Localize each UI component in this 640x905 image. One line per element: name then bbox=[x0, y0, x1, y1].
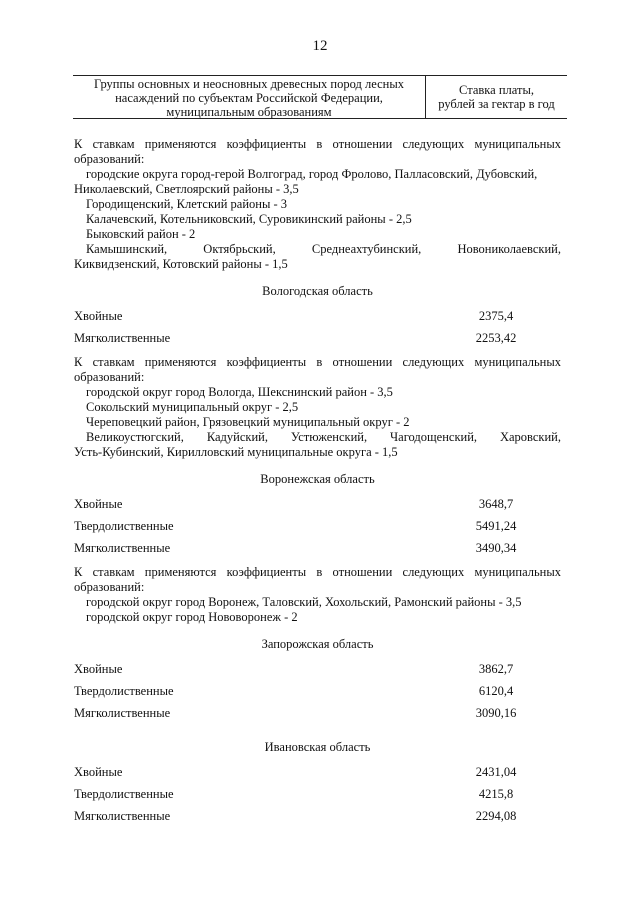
document-body bbox=[74, 137, 561, 831]
table-row bbox=[74, 497, 561, 519]
coef-line: городские округа город-герой Волгоград, город Фролово, Палласовский, Дубовский, bbox=[86, 167, 538, 181]
region-title-zaporozhye: Запорожская область bbox=[261, 637, 374, 651]
coef-line: Усть-Кубинский, Кирилловский муниципальные округа - 1,5 bbox=[74, 445, 398, 459]
coefficients-block-voronezh bbox=[74, 565, 561, 625]
table-row bbox=[74, 309, 561, 331]
table-row bbox=[74, 541, 561, 563]
coef-line: Николаевский, Светлоярский районы - 3,5 bbox=[74, 182, 299, 196]
coef-intro: образований: bbox=[74, 370, 145, 384]
table-row bbox=[74, 706, 561, 728]
rate-value: 2375,4 bbox=[478, 309, 514, 323]
table-row bbox=[74, 765, 561, 787]
species-group-label: Твердолиственные bbox=[74, 787, 174, 801]
rate-value: 2431,04 bbox=[475, 765, 517, 779]
species-group-label: Твердолиственные bbox=[74, 684, 174, 698]
table-row bbox=[74, 662, 561, 684]
species-group-label: Мягколиственные bbox=[74, 809, 171, 823]
species-group-label: Мягколиственные bbox=[74, 331, 171, 345]
header-col1-line: муниципальным образованиям bbox=[166, 105, 332, 119]
header-col1-line: насаждений по субъектам Российской Федерации, bbox=[115, 91, 383, 105]
region-title-voronezh: Воронежская область bbox=[260, 472, 375, 486]
rate-value: 3862,7 bbox=[478, 662, 514, 676]
rate-value: 3648,7 bbox=[478, 497, 514, 511]
rate-value: 2253,42 bbox=[475, 331, 517, 345]
species-group-label: Мягколиственные bbox=[74, 541, 171, 555]
region-title-ivanovo: Ивановская область bbox=[264, 740, 371, 754]
coef-line: Киквидзенский, Котовский районы - 1,5 bbox=[74, 257, 288, 271]
header-col2-line: Ставка платы, bbox=[459, 83, 534, 97]
header-col2-line: рублей за гектар в год bbox=[438, 97, 555, 111]
coef-line: городской округ город Воронеж, Таловский, Хохольский, Рамонский районы - 3,5 bbox=[86, 595, 522, 609]
species-group-label: Мягколиственные bbox=[74, 706, 171, 720]
coef-line: городской округ город Нововоронеж - 2 bbox=[86, 610, 298, 624]
coef-intro: К ставкам применяются коэффициенты в отношении следующих муниципальных bbox=[74, 137, 561, 151]
rate-value: 6120,4 bbox=[478, 684, 514, 698]
coef-intro: образований: bbox=[74, 152, 145, 166]
rate-value: 3490,34 bbox=[475, 541, 517, 555]
region-title-vologda: Вологодская область bbox=[262, 284, 373, 298]
coef-intro: образований: bbox=[74, 580, 145, 594]
coef-intro: К ставкам применяются коэффициенты в отношении следующих муниципальных bbox=[74, 355, 561, 369]
coef-line: Городищенский, Клетский районы - 3 bbox=[86, 197, 288, 211]
table-row bbox=[74, 809, 561, 831]
coefficients-block-volgograd bbox=[74, 137, 561, 272]
header-column-rate bbox=[426, 76, 567, 118]
species-group-label: Хвойные bbox=[74, 765, 123, 779]
rate-value: 4215,8 bbox=[478, 787, 514, 801]
header-column-groups bbox=[73, 76, 426, 118]
header-col1-line: Группы основных и неосновных древесных пород лесных bbox=[94, 77, 404, 91]
table-row bbox=[74, 684, 561, 706]
table-row bbox=[74, 519, 561, 541]
species-group-label: Хвойные bbox=[74, 497, 123, 511]
species-group-label: Хвойные bbox=[74, 662, 123, 676]
table-row bbox=[74, 331, 561, 353]
coef-line: Калачевский, Котельниковский, Суровикинский районы - 2,5 bbox=[86, 212, 412, 226]
table-row bbox=[74, 787, 561, 809]
page-number: 12 bbox=[312, 38, 328, 54]
table-header bbox=[73, 75, 567, 119]
coef-line: Камышинский, Октябрьский, Среднеахтубинский, Новониколаевский, bbox=[86, 242, 561, 256]
coef-line: Череповецкий район, Грязовецкий муниципальный округ - 2 bbox=[86, 415, 410, 429]
coef-line: городской округ город Вологда, Шекснинский район - 3,5 bbox=[86, 385, 393, 399]
coef-line: Великоустюгский, Кадуйский, Устюженский, Чагодощенский, Харовский, bbox=[86, 430, 561, 444]
rate-value: 3090,16 bbox=[475, 706, 517, 720]
coef-line: Сокольский муниципальный округ - 2,5 bbox=[86, 400, 299, 414]
species-group-label: Хвойные bbox=[74, 309, 123, 323]
species-group-label: Твердолиственные bbox=[74, 519, 174, 533]
coefficients-block-vologda bbox=[74, 355, 561, 460]
rate-value: 5491,24 bbox=[475, 519, 517, 533]
coef-intro: К ставкам применяются коэффициенты в отношении следующих муниципальных bbox=[74, 565, 561, 579]
coef-line: Быковский район - 2 bbox=[86, 227, 196, 241]
rate-value: 2294,08 bbox=[475, 809, 517, 823]
